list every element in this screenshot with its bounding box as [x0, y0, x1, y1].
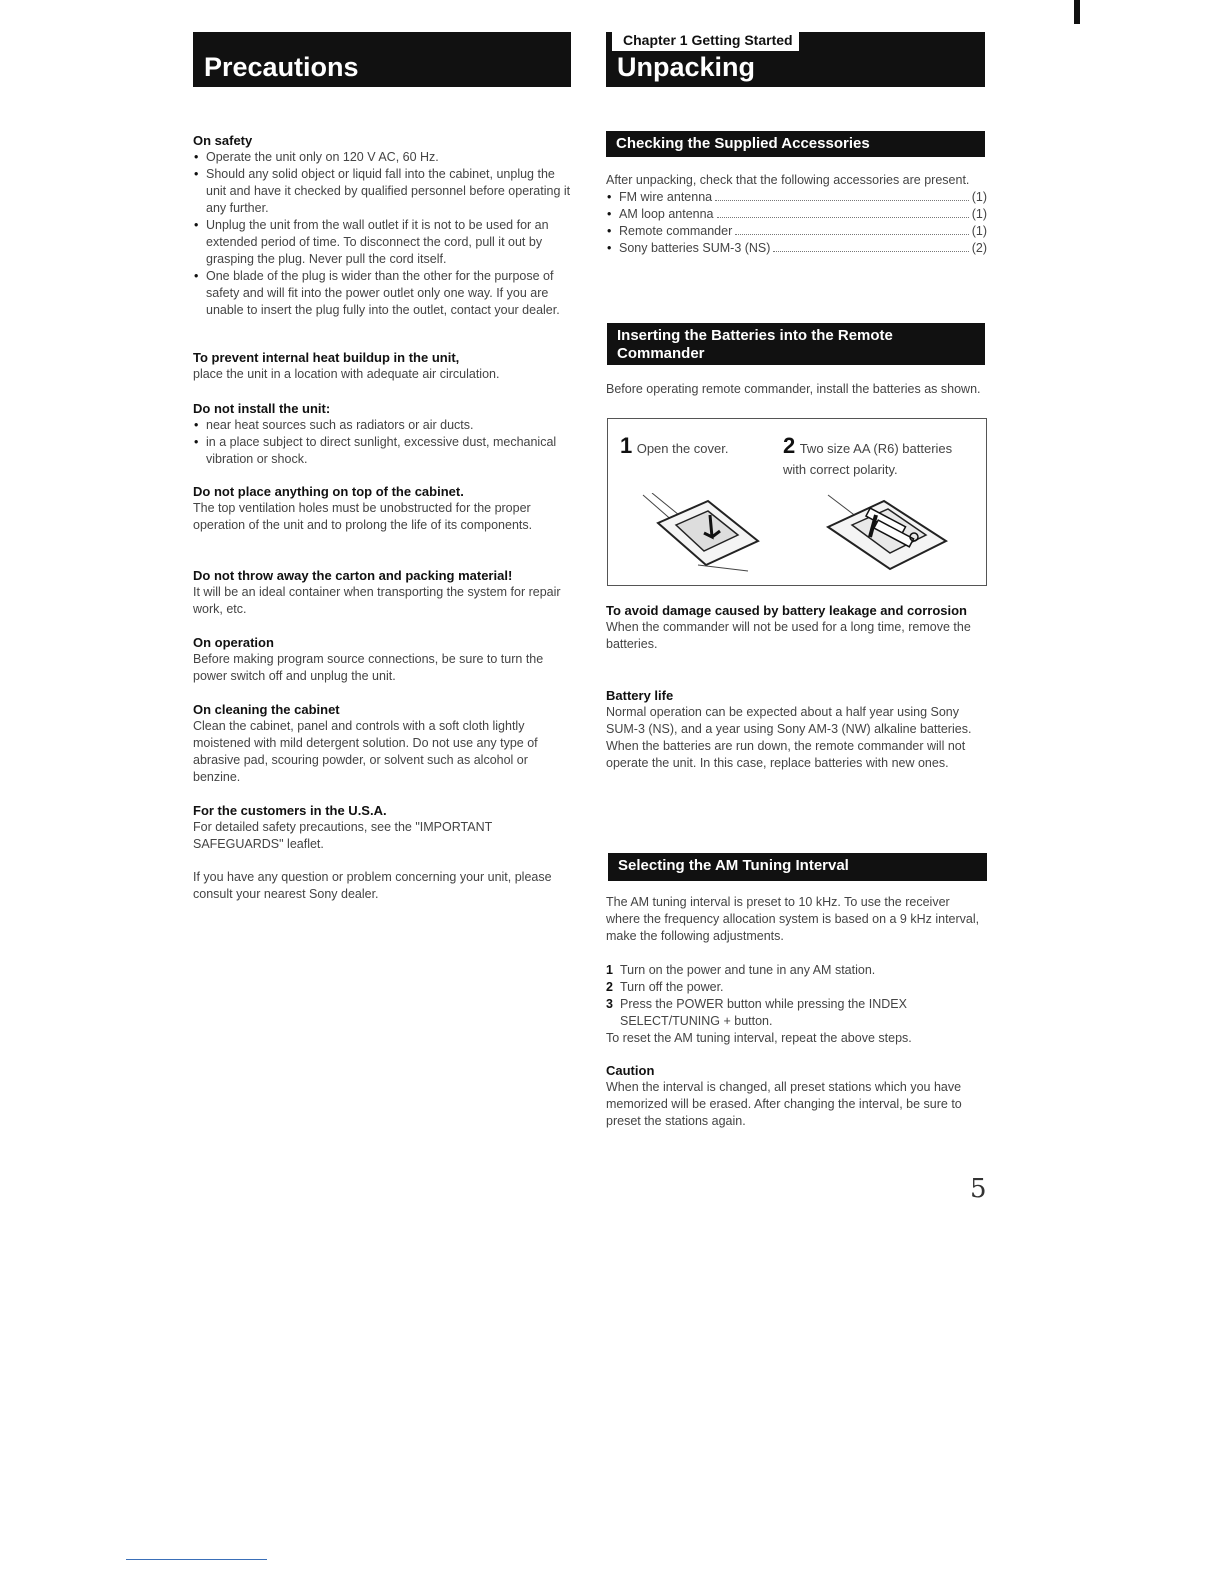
section-text: If you have any question or problem concerning your unit, please consult your nearest Sony dealer. — [193, 870, 552, 901]
battery-life-section — [606, 687, 987, 772]
list-item: • Should any solid object or liquid fall into the cabinet, unplug the unit and have it checked by qualified personnel before operating it any further. — [193, 166, 571, 217]
list-item: • One blade of the plug is wider than the other for the purpose of safety and will fit into the power outlet only one way. If you are unable to insert the plug fully into the outlet, contact your dealer. — [193, 268, 571, 319]
question-section — [193, 869, 571, 903]
step-text: Two size AA (R6) batteries with correct polarity. — [783, 441, 953, 477]
step-item: 3 Press the POWER button while pressing the INDEX SELECT/TUNING + button. — [606, 997, 907, 1028]
section-heading: Do not place anything on top of the cabinet. — [193, 484, 464, 499]
chapter-label: Chapter 1 Getting Started — [606, 32, 799, 51]
section-text: Clean the cabinet, panel and controls with a soft cloth lightly moistened with mild detergent solution. Do not use any type of abrasive pad, scouring powder, or solvent such as alcohol or benzine. — [193, 719, 538, 784]
operation-section — [193, 634, 571, 685]
remote-batteries-illustration — [818, 493, 958, 573]
section-text: When the interval is changed, all preset stations which you have memorized will be erased. After changing the interval, be sure to preset the stations again. — [606, 1080, 962, 1128]
accessory-item: • Remote commander (1) — [606, 223, 987, 240]
section-text: For detailed safety precautions, see the "IMPORTANT SAFEGUARDS" leaflet. — [193, 820, 493, 851]
section-heading: Do not throw away the carton and packing material! — [193, 568, 513, 583]
on-safety-section — [193, 132, 571, 319]
step-2 — [783, 433, 978, 480]
list-item: • Unplug the unit from the wall outlet if it is not to be used for an extended period of time. To disconnect the cord, pull it out by grasping the plug. Never pull the cord itself. — [193, 217, 571, 268]
accessory-item: • FM wire antenna (1) — [606, 189, 987, 206]
accessory-item: • AM loop antenna (1) — [606, 206, 987, 223]
step-1 — [620, 433, 728, 459]
step-text: Open the cover. — [636, 441, 729, 456]
remote-open-cover-illustration — [638, 493, 768, 573]
accessory-item: • Sony batteries SUM-3 (NS) (2) — [606, 240, 987, 257]
section-heading: On cleaning the cabinet — [193, 702, 340, 717]
batteries-intro — [606, 381, 987, 398]
step-item: 1 Turn on the power and tune in any AM station. — [606, 963, 876, 977]
section-heading: On operation — [193, 635, 274, 650]
section-text: Before operating remote commander, install the batteries as shown. — [606, 382, 981, 396]
section-text: Before making program source connections, be sure to turn the power switch off and unplug the unit. — [193, 652, 544, 683]
section-text: When the batteries are run down, the remote commander will not operate the unit. In this case, replace batteries with new ones. — [606, 739, 966, 770]
section-text: It will be an ideal container when transporting the system for repair work, etc. — [193, 585, 561, 616]
battery-figure — [607, 418, 987, 586]
section-heading: For the customers in the U.S.A. — [193, 803, 387, 818]
step-number: 2 — [783, 433, 796, 458]
top-cabinet-section — [193, 483, 571, 534]
section-heading: Battery life — [606, 688, 674, 703]
precautions-title: Precautions — [193, 32, 571, 87]
section-text: After unpacking, check that the following accessories are present. — [606, 173, 970, 187]
carton-section — [193, 567, 571, 618]
section-text: When the commander will not be used for a long time, remove the batteries. — [606, 620, 971, 651]
tuning-section — [606, 894, 987, 1047]
section-heading: Caution — [606, 1063, 655, 1078]
section-text: place the unit in a location with adequate air circulation. — [193, 367, 500, 381]
batteries-heading: Inserting the Batteries into the Remote Commander — [607, 323, 985, 365]
section-text: To reset the AM tuning interval, repeat the above steps. — [606, 1031, 912, 1045]
install-section — [193, 400, 571, 468]
caution-section — [606, 1062, 987, 1130]
heat-section — [193, 349, 571, 383]
list-item: • in a place subject to direct sunlight, excessive dust, mechanical vibration or shock. — [193, 434, 571, 468]
step-item: 2 Turn off the power. — [606, 980, 724, 994]
section-text: The AM tuning interval is preset to 10 kHz. To use the receiver where the frequency allocation system is based on a 9 kHz interval, make the following adjustments. — [606, 895, 980, 943]
accessories-heading: Checking the Supplied Accessories — [606, 131, 985, 157]
tuning-heading: Selecting the AM Tuning Interval — [608, 853, 987, 881]
section-heading: On safety — [193, 133, 253, 148]
section-heading: To prevent internal heat buildup in the unit, — [193, 350, 460, 365]
list-item: • Operate the unit only on 120 V AC, 60 Hz. — [193, 149, 571, 166]
step-number: 1 — [620, 433, 633, 458]
section-heading: Do not install the unit: — [193, 401, 331, 416]
cleaning-section — [193, 701, 571, 786]
accessories-section — [606, 172, 987, 257]
list-item: • near heat sources such as radiators or air ducts. — [193, 417, 571, 434]
usa-section — [193, 802, 571, 853]
edge-mark — [1074, 0, 1080, 24]
page-number: 5 — [970, 1174, 987, 1204]
section-text: The top ventilation holes must be unobstructed for the proper operation of the unit and to prolong the life of its components. — [193, 501, 533, 532]
section-text: Normal operation can be expected about a half year using Sony SUM-3 (NS), and a year using Sony AM-3 (NW) alkaline batteries. — [606, 705, 972, 736]
section-heading: To avoid damage caused by battery leakage and corrosion — [606, 603, 967, 618]
footer-line — [126, 1559, 267, 1560]
unpacking-title: Unpacking — [606, 32, 985, 87]
leakage-section — [606, 602, 987, 653]
